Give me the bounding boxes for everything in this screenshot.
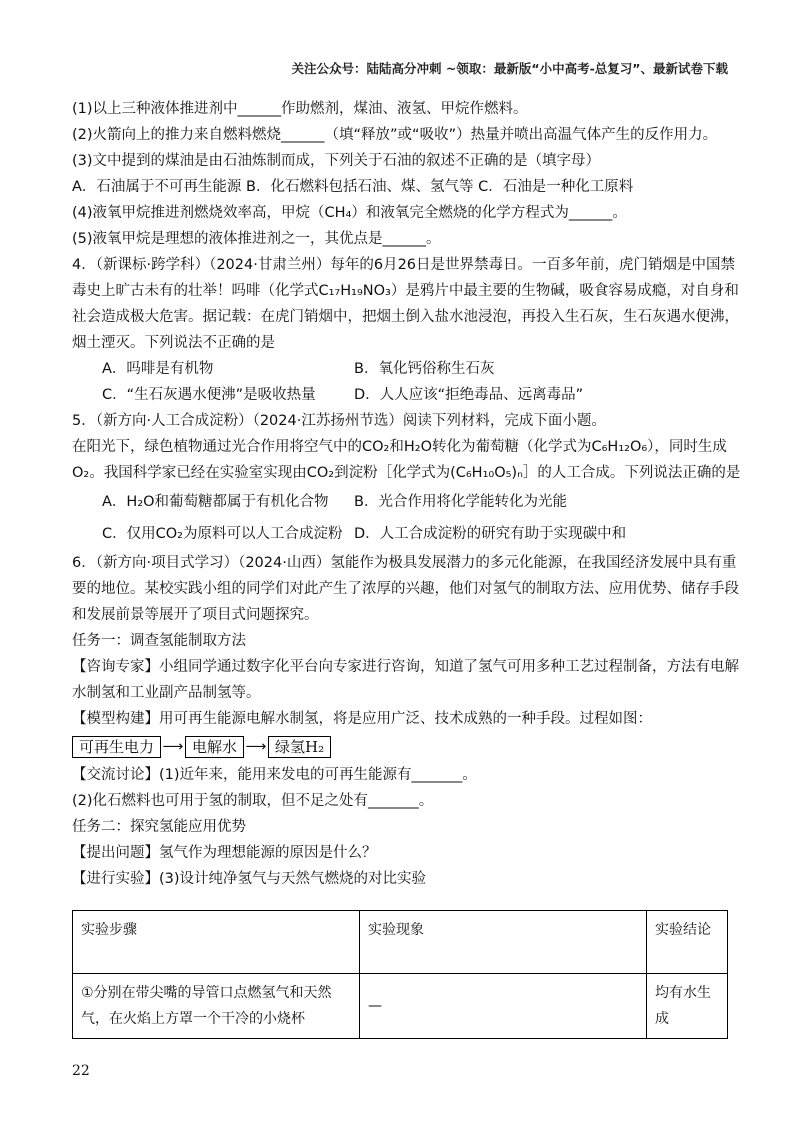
option-row — [72, 518, 728, 550]
page-content — [72, 96, 741, 892]
question-6-line: 任务二：探究氢能应用优势 — [72, 819, 246, 835]
option-b: B．光合作用将化学能转化为光能 — [354, 494, 567, 510]
option-d: D．人工合成淀粉的研究有助于实现碳中和 — [354, 526, 627, 542]
table-header-cell: 实验现象 — [360, 911, 647, 974]
table-cell: ①分别在带尖嘴的导管口点燃氢气和天然气，在火焰上方罩一个干冷的小烧杯 — [73, 974, 360, 1039]
question-4-line: 毒史上旷古未有的壮举！吗啡（化学式C₁₇H₁₉NO₃）是鸦片中最主要的生物碱，吸食容易成瘾，对自身和 — [72, 283, 739, 299]
question-6-line: 【进行实验】(3)设计纯净氢气与天然气燃烧的对比实验 — [72, 871, 427, 887]
question-4-line: 烟土湮灭。下列说法不正确的是 — [72, 335, 275, 351]
table-header-cell: 实验步骤 — [73, 911, 360, 974]
option-row — [72, 356, 728, 382]
table-cell: 均有水生成 — [647, 974, 728, 1039]
text-line: (3)文中提到的煤油是由石油炼制而成，下列关于石油的叙述不正确的是（填字母） — [72, 153, 601, 169]
question-6-line: 水制氢和工业副产品制氢等。 — [72, 685, 261, 701]
experiment-table — [72, 910, 728, 1039]
flow-box-electrolysis: 电解水 — [185, 736, 244, 758]
table-row — [73, 974, 728, 1039]
question-6-line: (2)化石燃料也可用于氢的制取，但不足之处有_______。 — [72, 793, 434, 809]
question-4-line: 社会造成极大危害。据记载：在虎门销烟中，把烟土倒入盐水池浸泡，再投入生石灰，生石灰遇水便沸， — [72, 309, 739, 325]
arrow-right-icon: ⟶ — [245, 739, 267, 755]
table-header-row — [73, 911, 728, 974]
question-6-line: 6．（新方向·项目式学习）（2024·山西）氢能作为极具发展潜力的多元化能源，在我国经济发展中具有重 — [72, 555, 737, 571]
option-row — [72, 382, 728, 408]
arrow-right-icon: ⟶ — [162, 739, 184, 755]
option-row — [72, 486, 728, 518]
question-6-line: 要的地位。某校实践小组的同学们对此产生了浓厚的兴趣，他们对氢气的制取方法、应用优势、储存手段 — [72, 581, 739, 597]
question-6-line: 【咨询专家】小组同学通过数字化平台向专家进行咨询，知道了氢气可用多种工艺过程制备，方法有电解 — [72, 659, 739, 675]
text-line: (1)以上三种液体推进剂中______作助燃剂，煤油、液氢、甲烷作燃料。 — [72, 101, 528, 117]
text-line: (2)火箭向上的推力来自燃料燃烧______（填“释放”或“吸收”）热量并喷出高温气体产生的反作用力。 — [72, 127, 718, 143]
question-5-line: 在阳光下，绿色植物通过光合作用将空气中的CO₂和H₂O转化为葡萄糖（化学式为C₆H₁₂O₆），同时生成 — [72, 439, 727, 455]
question-6-line: 任务一：调查氢能制取方法 — [72, 633, 246, 649]
option-b: B．氧化钙俗称生石灰 — [354, 361, 495, 377]
question-5-line: 5．（新方向·人工合成淀粉）（2024·江苏扬州节选）阅读下列材料，完成下面小题。 — [72, 413, 606, 429]
question-5-line: O₂。我国科学家已经在实验室实现由CO₂到淀粉［化学式为(C₆H₁₀O₅)ₙ］的人工合成。下列说法正确的是 — [72, 465, 741, 481]
text-line: A．石油属于不可再生能源 B．化石燃料包括石油、煤、氢气等 C．石油是一种化工原料 — [72, 179, 634, 195]
page-number: 22 — [72, 1063, 90, 1079]
option-c: C．“生石灰遇水便沸”是吸收热量 — [102, 387, 316, 403]
table-cell: — — [360, 974, 647, 1039]
process-flow-diagram — [72, 732, 728, 762]
question-4-line: 4．（新课标·跨学科）（2024·甘肃兰州）每年的6月26日是世界禁毒日。一百多年前，虎门销烟是中国禁 — [72, 257, 736, 273]
text-line: (5)液氧甲烷是理想的液体推进剂之一，其优点是______。 — [72, 231, 441, 247]
question-6-line: 【提出问题】氢气作为理想能源的原因是什么？ — [72, 845, 377, 861]
option-c: C．仅用CO₂为原料可以人工合成淀粉 — [102, 526, 343, 542]
question-6-line: 和发展前景等展开了项目式问题探究。 — [72, 607, 319, 623]
text-line: (4)液氧甲烷推进剂燃烧效率高，甲烷（CH₄）和液氧完全燃烧的化学方程式为______。 — [72, 205, 627, 221]
page-header: 关注公众号：陆陆高分冲刺 ~领取：最新版“小中高考-总复习”、最新试卷下载 — [291, 61, 728, 76]
option-d: D．人人应该“拒绝毒品、远离毒品” — [354, 387, 584, 403]
option-a: A．H₂O和葡萄糖都属于有机化合物 — [102, 494, 329, 510]
flow-box-green-hydrogen: 绿氢H₂ — [268, 736, 331, 758]
question-6-line: 【交流讨论】(1)近年来，能用来发电的可再生能源有_______。 — [72, 767, 477, 783]
table-header-cell: 实验结论 — [647, 911, 728, 974]
flow-box-renewable-power: 可再生电力 — [72, 736, 161, 758]
option-a: A．吗啡是有机物 — [102, 361, 214, 377]
question-6-line: 【模型构建】用可再生能源电解水制氢，将是应用广泛、技术成熟的一种手段。过程如图： — [72, 711, 652, 727]
